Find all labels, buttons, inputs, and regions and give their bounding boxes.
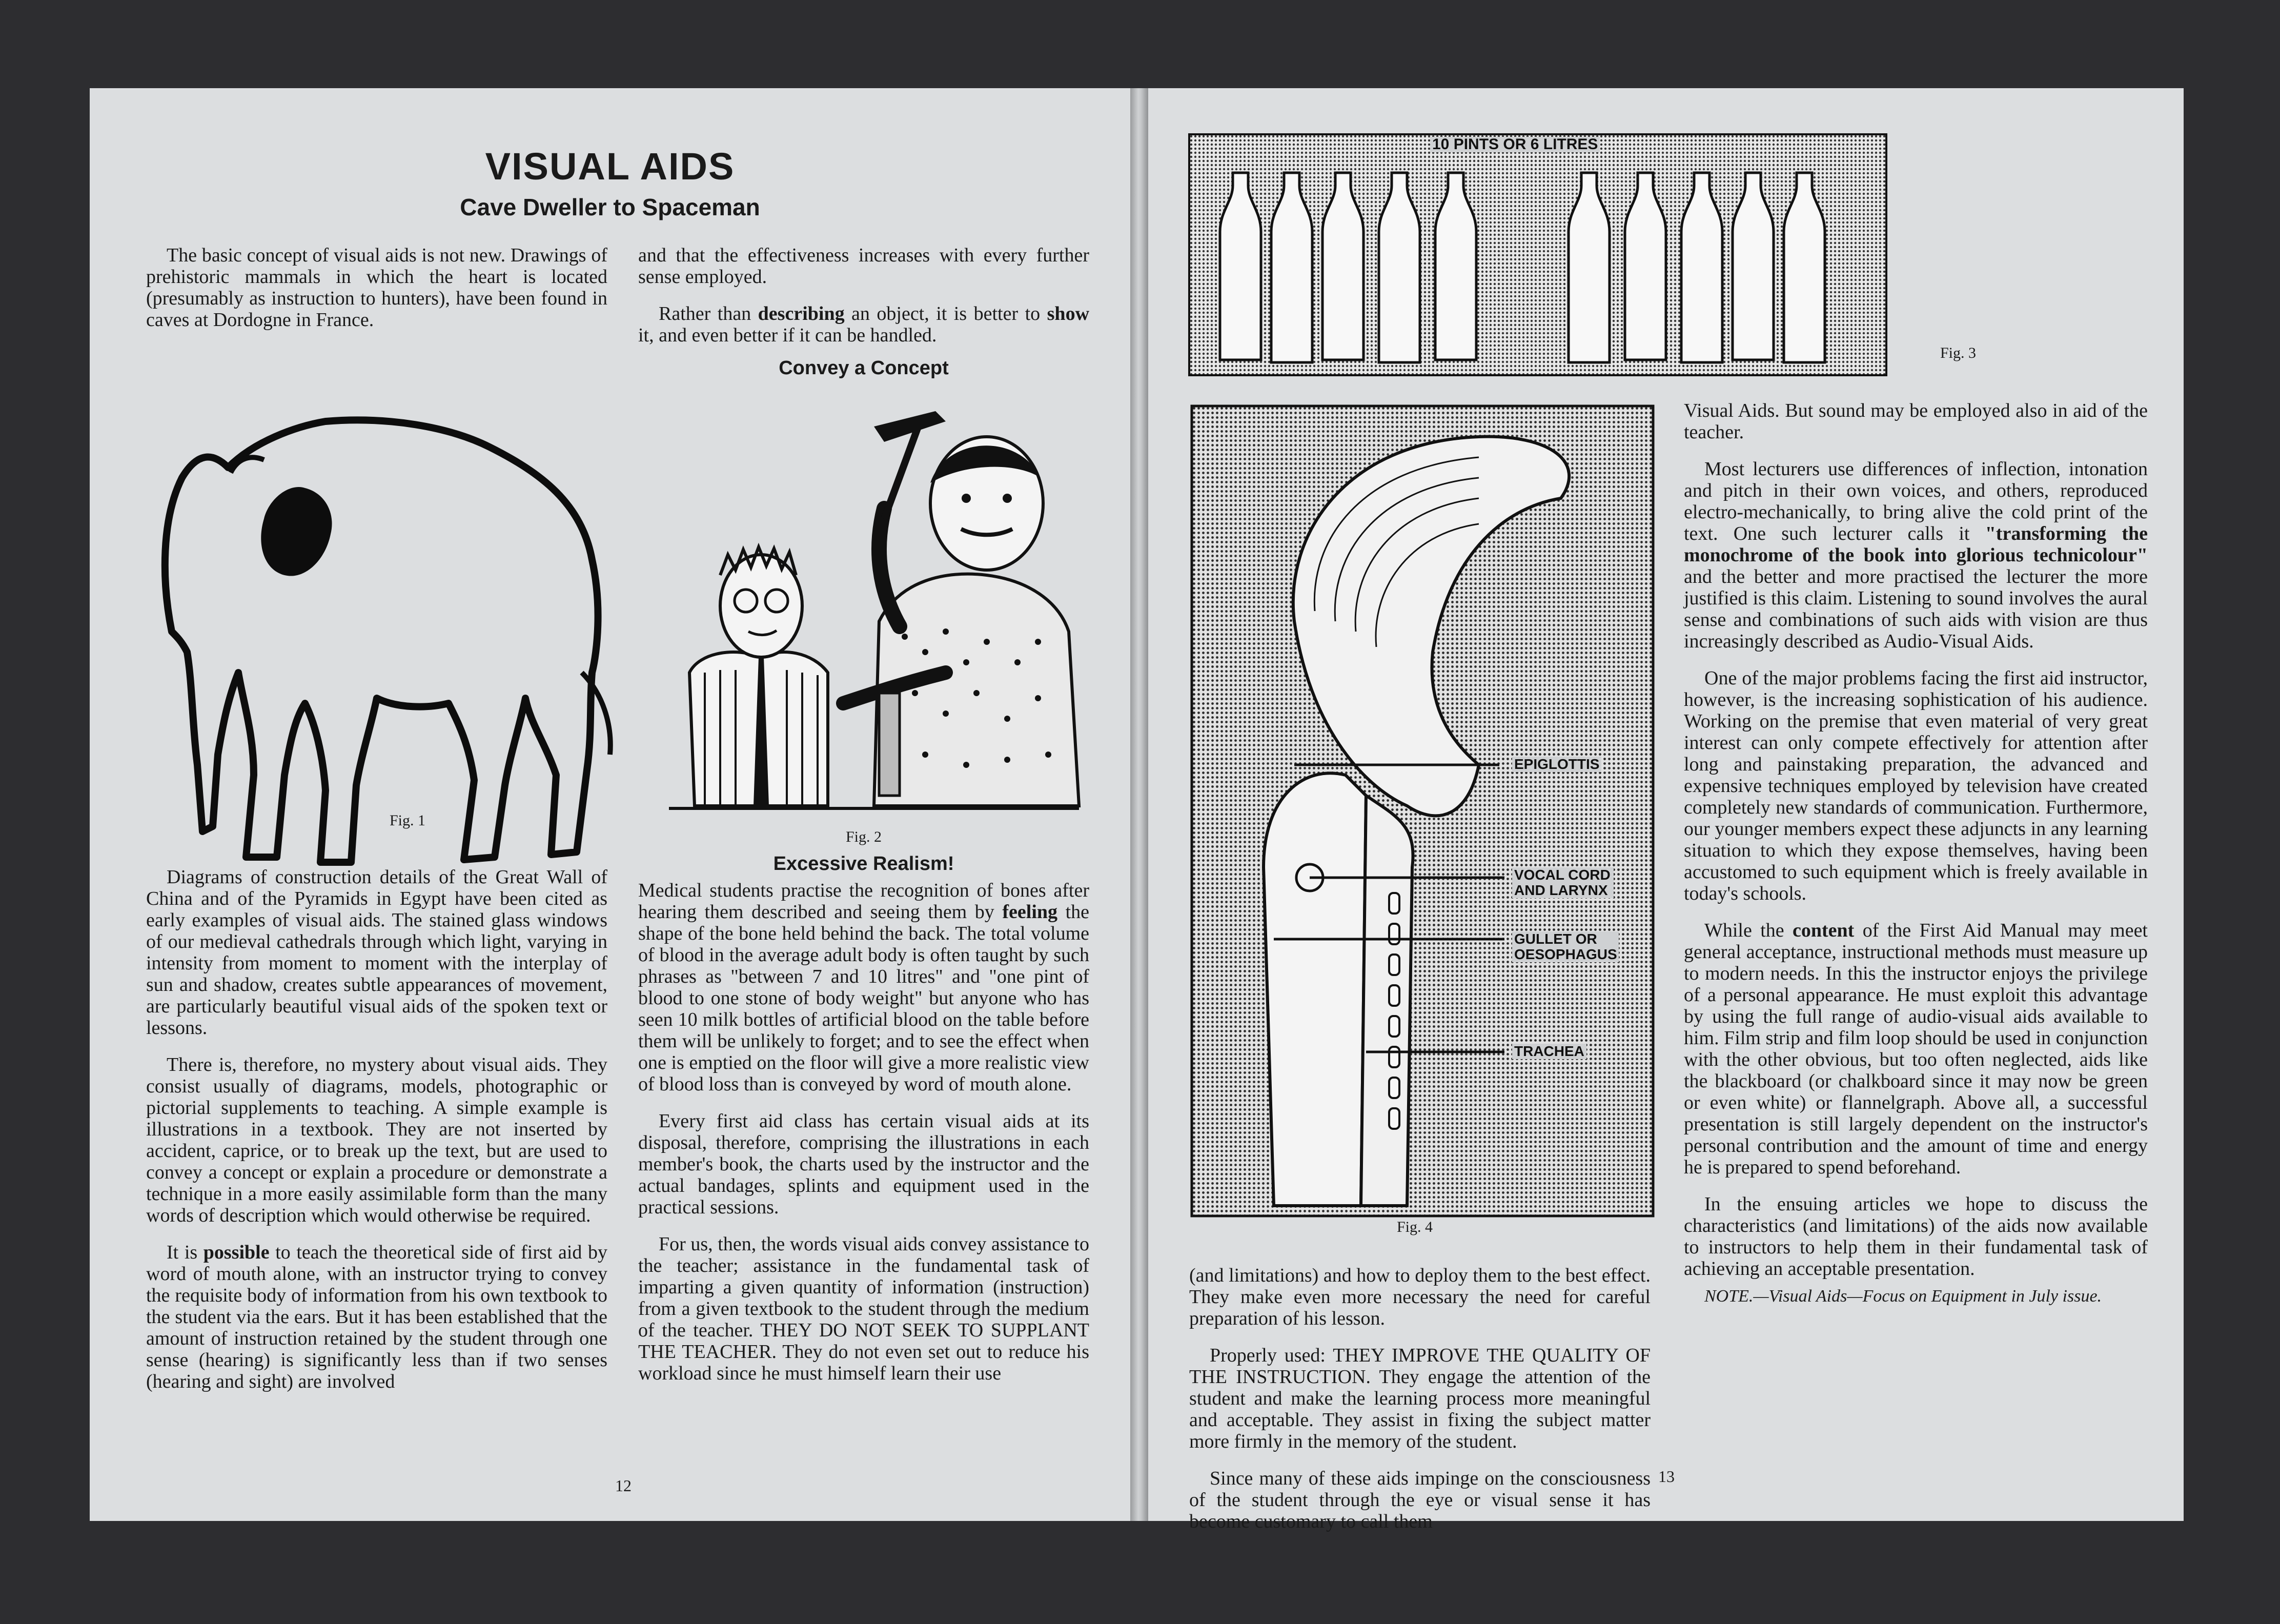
text-run: Medical students practise the recognition of bones after hearing them described and seeing them by bbox=[638, 880, 1089, 923]
text-run: to teach the theoretical side of first aid by word of mouth alone, with an instructor trying to convey the requisite body of information from his own textbook to the student via the ears. But it has been established that the amount of instruction retained by the student through one sense (hearing) is significantly less than if two senses (hearing and sight) are involved bbox=[146, 1242, 607, 1392]
fig4-label-epiglottis: EPIGLOTTIS bbox=[1512, 757, 1601, 772]
paragraph bbox=[1684, 920, 2148, 1178]
note: NOTE.—Visual Aids—Focus on Equipment in July issue. bbox=[1704, 1287, 2102, 1306]
left-col1-body bbox=[146, 866, 607, 1408]
text-run: Rather than bbox=[659, 303, 758, 324]
article-title: VISUAL AIDS bbox=[485, 145, 735, 188]
intro-paragraph: The basic concept of visual aids is not new. Drawings of prehistoric mammals in which the heart is located (presumably as instruction to hunters), have been found in caves at Dordogne in France. bbox=[146, 245, 607, 331]
right-page bbox=[1148, 88, 2184, 1532]
fig4-label-vocal-cord: VOCAL CORD AND LARYNX bbox=[1512, 867, 1614, 898]
text-run: an object, it is better to bbox=[844, 303, 1047, 324]
fig4-caption: Fig. 4 bbox=[1396, 1219, 1433, 1235]
left-col1-intro bbox=[146, 245, 607, 346]
elephant-illustration bbox=[141, 365, 654, 878]
left-page bbox=[90, 88, 1130, 1521]
text-run: of the First Aid Manual may meet general acceptance, instructional methods must measure up to modern needs. In this the instructor enjoys the privilege of a personal appearance. He must exploit this advantage by using the full range of audio-visual aids available to him. Film strip and film loop should be used in conjunction with the other obvious, but too often neglected, aids like the blackboard (or chalkboard since it may now be green or even white) or flannelgraph. Above all, a successful presentation is still largely dependent on the instructor's personal contribution and the amount of time and energy he is prepared to spend beforehand. bbox=[1684, 920, 2148, 1178]
bold-text: content bbox=[1793, 920, 1855, 941]
text-run: and the better and more practised the lecturer the more justified is this claim. Listening to sound involves the aural sense and combinations of such aids with vision are thus increasingly described as Audio-Visual Aids. bbox=[1684, 566, 2148, 652]
text-run: It is bbox=[167, 1242, 203, 1263]
book-spine bbox=[1130, 88, 1148, 1521]
subheading: Excessive Realism! bbox=[773, 853, 954, 875]
text-run: it, and even better if it can be handled. bbox=[638, 324, 937, 346]
paragraph: One of the major problems facing the first aid instructor, however, is the increasing sophistication of his audience. Working on the premise that even material of very great interest can only compete effectively for attention after long and painstaking preparation, the advanced and expensive techniques employed by television have created completely new standards of communication. Furthermore, our younger members expect these adjuncts in any learning situation to which they expose themselves, having been accustomed to such equipment which is freely available in today's schools. bbox=[1684, 667, 2148, 904]
paragraph: In the ensuing articles we hope to discuss the characteristics (and limitations) of the aids now available to instructors to help them in their fundamental task of achieving an acceptable presentation. bbox=[1684, 1193, 2148, 1280]
bold-text: possible bbox=[203, 1242, 270, 1263]
text-run: the shape of the bone held behind the back. The total volume of blood in the average adult body is often taught by such phrases as "between 7 and 10 litres" and "one pint of blood to one stone of body weight" but anyone who has seen 10 milk bottles of artificial blood on the table before them will be unlikely to forget; and to see the effect when one is emptied on the floor will give a more realistic view of blood loss than is conveyed by word of mouth alone. bbox=[638, 901, 1089, 1095]
right-col2 bbox=[1684, 400, 2148, 1323]
left-col2-body bbox=[638, 826, 1089, 1399]
paragraph bbox=[146, 1242, 607, 1392]
article-subtitle: Cave Dweller to Spaceman bbox=[460, 194, 760, 220]
paragraph: Diagrams of construction details of the Great Wall of China and of the Pyramids in Egypt have been cited as early examples of visual aids. The stained glass windows of our medieval cathedrals through which light, varying in intensity from moment to moment with the interplay of sun and shadow, creates subtle appearances of movement, are particularly beautiful visual aids of the spoken text or lessons. bbox=[146, 866, 607, 1039]
paragraph: (and limitations) and how to deploy them to the best effect. They make even more necessary the need for careful preparation of his lesson. bbox=[1189, 1265, 1651, 1329]
paragraph bbox=[638, 880, 1089, 1095]
fig4-label-gullet: GULLET OR OESOPHAGUS bbox=[1512, 931, 1619, 962]
paragraph: Since many of these aids impinge on the consciousness of the student through the eye or visual sense it has become customary to call them bbox=[1189, 1468, 1651, 1532]
paragraph bbox=[1684, 458, 2148, 652]
paragraph: Every first aid class has certain visual aids at its disposal, therefore, comprising the illustrations in each member's book, the charts used by the instructor and the actual bandages, splints and equipment used in the practical sessions. bbox=[638, 1110, 1089, 1218]
bold-text: show bbox=[1047, 303, 1090, 324]
paragraph: Visual Aids. But sound may be employed also in aid of the teacher. bbox=[1684, 400, 2148, 443]
bold-text: "transforming the monochrome of the book into glorious technicolour" bbox=[1684, 523, 2148, 566]
bold-text: describing bbox=[758, 303, 845, 324]
milk-bottles-illustration bbox=[1189, 134, 1886, 375]
paragraph: Properly used: THEY IMPROVE THE QUALITY OF THE INSTRUCTION. They engage the attention of the student and make the learning process more meaningful and acceptable. They assist in fixing the subject matter more firmly in the memory of the student. bbox=[1189, 1345, 1651, 1452]
fig1-caption: Fig. 1 bbox=[389, 812, 426, 829]
fig2-caption: Fig. 2 bbox=[845, 828, 882, 845]
left-col2-top bbox=[638, 245, 1089, 390]
paragraph bbox=[638, 303, 1089, 346]
page-number: 12 bbox=[615, 1476, 632, 1495]
fig3-banner: 10 PINTS OR 6 LITRES bbox=[1430, 137, 1600, 152]
paragraph: For us, then, the words visual aids convey assistance to the teacher; assistance in the fundamental task of imparting a given quantity of information (instruction) from a given textbook to the student through the medium of the teacher. THEY DO NOT SEEK TO SUPPLANT THE TEACHER. They do not even set out to reduce his workload since he must himself learn their use bbox=[638, 1233, 1089, 1384]
text-run: Most lecturers use differences of inflection, intonation and pitch in their own voices, and others, reproduced electro-mechanically, to bring alive the cold print of the text. One such lecturer calls it bbox=[1684, 458, 2148, 544]
fig4-label-trachea: TRACHEA bbox=[1512, 1044, 1586, 1059]
fig3-caption: Fig. 3 bbox=[1940, 344, 1977, 361]
text-run: While the bbox=[1704, 920, 1793, 941]
cartoon-illustration bbox=[659, 406, 1094, 811]
bold-text: feeling bbox=[1002, 901, 1058, 923]
paragraph: and that the effectiveness increases with every further sense employed. bbox=[638, 245, 1089, 288]
paragraph: There is, therefore, no mystery about visual aids. They consist usually of diagrams, models, photographic or pictorial supplements to teaching. A simple example is illustrations in a textbook. They are not inserted by accident, caprice, or to break up the text, but are used to convey a concept or explain a procedure or demonstrate a technique in a more easily assimilable form than the many words of description which would otherwise be required. bbox=[146, 1054, 607, 1226]
larynx-illustration bbox=[1192, 406, 1653, 1216]
subheading: Convey a Concept bbox=[779, 357, 949, 379]
right-col1 bbox=[1189, 1265, 1651, 1548]
page-number: 13 bbox=[1658, 1467, 1675, 1486]
